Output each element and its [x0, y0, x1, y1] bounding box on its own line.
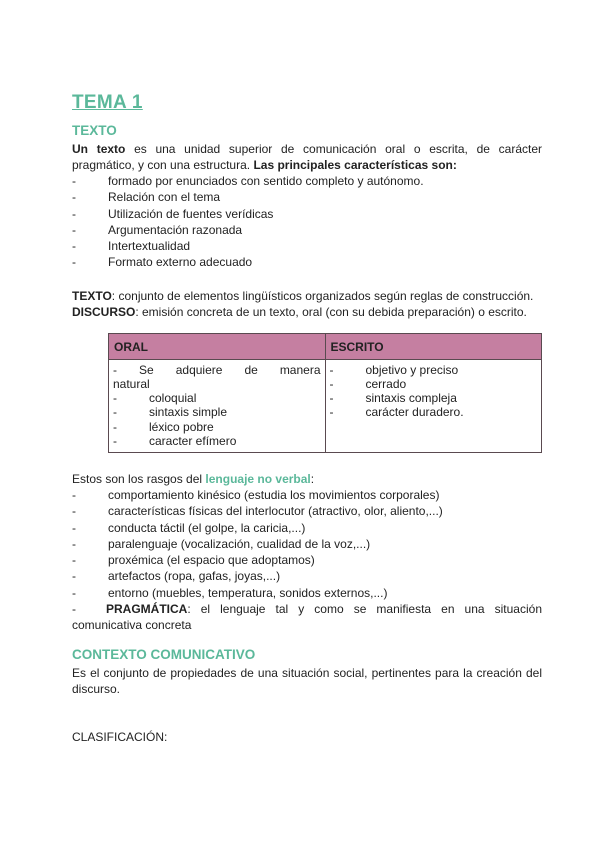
list-item: - Argumentación razonada [72, 222, 243, 237]
table-header-oral: ORAL [109, 333, 326, 359]
list-item: - Formato externo adecuado [72, 255, 253, 270]
list-item: - coloquial [113, 391, 197, 406]
list-item: - caracter efímero [113, 433, 237, 448]
list-item: - formado por enunciados con sentido completo y autónomo. [72, 174, 424, 188]
nonverbal-list [72, 487, 542, 601]
contexto-body: Es el conjunto de propiedades de una situación social, pertinentes para la creación del discurso. [72, 666, 542, 697]
oral-first-cont: natural [113, 376, 150, 391]
clasificacion-label: CLASIFICACIÓN: [72, 730, 168, 745]
oral-escrito-table [108, 333, 542, 453]
intro-body: es una unidad superior de comunicación oral o escrita, de carácter pragmático, y con una estructura. [72, 142, 542, 172]
list-item: - conducta táctil (el golpe, la caricia,...) [72, 520, 306, 535]
list-item: - características físicas del interlocutor (atractivo, olor, aliento,...) [72, 504, 443, 519]
list-item: - sintaxis simple [113, 405, 228, 420]
intro-bold-tail: Las principales características son: [253, 158, 457, 172]
list-item: - paralenguaje (vocalización, cualidad de la voz,...) [72, 536, 371, 551]
escrito-cell [325, 359, 542, 452]
intro-term: Un texto [72, 142, 126, 156]
definition-texto: TEXTO: conjunto de elementos lingüísticos organizados según reglas de construcción. [72, 288, 534, 303]
document-page [72, 92, 542, 745]
list-item: - comportamiento kinésico (estudia los movimientos corporales) [72, 488, 440, 502]
list-item: - entorno (muebles, temperatura, sonidos externos,...) [72, 585, 388, 600]
oral-cell [109, 359, 326, 452]
contexto-heading: CONTEXTO COMUNICATIVO [72, 647, 256, 663]
oral-first-line: - Se adquiere de manera [113, 362, 321, 377]
intro-paragraph [72, 141, 542, 173]
table-header-escrito: ESCRITO [325, 333, 542, 359]
characteristics-list [72, 173, 542, 271]
nonverbal-intro: Estos son los rasgos del lenguaje no verbal: [72, 472, 315, 486]
list-item: - carácter duradero. [329, 405, 464, 420]
list-item: - objetivo y preciso [329, 362, 459, 377]
list-item: - Intertextualidad [72, 239, 191, 254]
page-title: TEMA 1 [72, 92, 143, 113]
definition-discurso: DISCURSO: emisión concreta de un texto, oral (con su debida preparación) o escrito. [72, 304, 527, 319]
pragmatica-item: - PRAGMÁTICA: el lenguaje tal y como se manifiesta en una situación comunicativa concreta [72, 602, 542, 633]
list-item: - cerrado [329, 376, 407, 391]
list-item: - proxémica (el espacio que adoptamos) [72, 553, 315, 568]
list-item: - sintaxis compleja [329, 391, 457, 406]
list-item: - artefactos (ropa, gafas, joyas,...) [72, 569, 281, 584]
list-item: - Utilización de fuentes verídicas [72, 206, 274, 221]
texto-heading: TEXTO [72, 123, 117, 138]
list-item: - léxico pobre [113, 419, 214, 434]
list-item: - Relación con el tema [72, 190, 221, 205]
